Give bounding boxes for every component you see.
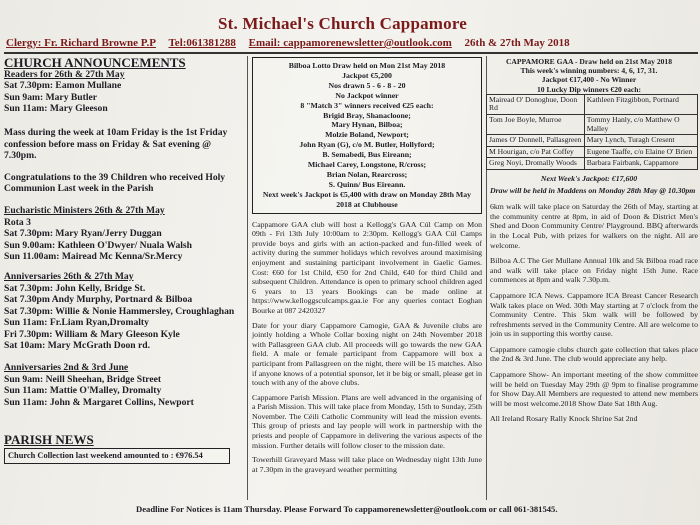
parish-news-heading: PARISH NEWS — [4, 432, 94, 448]
column-divider — [247, 56, 248, 500]
draw-line: Jackpot €17,400 - No Winner — [541, 75, 637, 85]
table-cell: Mairead O' Donoghue, Doon Rd — [487, 94, 585, 114]
list-item: Sat 7.30pm: Mary Ryan/Jerry Duggan — [4, 228, 162, 240]
draw-line: 10 Lucky Dip winners €20 each: — [537, 84, 641, 94]
table-row — [487, 146, 698, 158]
table-cell: Greg Noyi, Dromally Woods — [487, 158, 585, 170]
announcements-heading: CHURCH ANNOUNCEMENTS — [4, 55, 186, 70]
list-item: Sun 9am: Mary Butler — [4, 91, 98, 103]
list-item: Sun 11.00am: Mairead Mc Kenna/Sr.Mercy — [4, 251, 183, 263]
camogie-collection-notice: Cappamore camogie clubs church gate collection that takes place the 2nd & 3rd June. The club would appreciate any help. — [490, 344, 698, 364]
list-item: Sun 9.00am: Kathleen O'Dwyer/ Nuala Walsh — [4, 239, 192, 251]
table-cell: Tom Joe Boyle, Murroe — [487, 115, 585, 135]
right-column — [480, 57, 698, 424]
ministers-list — [4, 228, 244, 263]
newsletter-title: St. Michael's Church Cappamore — [218, 14, 468, 33]
lotto-line: Bilboa Lotto Draw held on Mon 21st May 2018 — [288, 61, 446, 70]
camogie-boxing-notice: Date for your diary Cappamore Camogie, GAA & Juvenile clubs are jointly holding a Whole Collar boxing night on 24th November 2018 with Pallasgreen GAA club. All proceeds will go towards the new GAA field. A male or female participant from Cappamore will box a participant from Pallasgreen on the night, there will be 15 matches. Also if anyone knows of a potential sponsor, let it be big or small, please get in touch with any of the above clubs. — [252, 320, 482, 388]
email-label: Email: cappamorenewsletter@outlook.com — [248, 37, 452, 49]
lotto-line: 8 "Match 3" winners received €25 each: — [300, 100, 434, 110]
bilboa-ac-notice: Bilboa A.C The Ger Mullane Annual 10k and 5k Bilboa road race and walk will take place on Friday night 15th June. Race commences at 8pm and walk 7.30p.m. — [490, 256, 698, 285]
anniversaries-heading: Anniversaries 26th & 27th May — [4, 270, 134, 282]
table-cell: Barbara Fairbank, Cappamore — [584, 158, 697, 170]
readers-heading: Readers for 26th & 27th May — [4, 68, 125, 80]
table-row — [487, 135, 698, 147]
table-cell: Mary Lynch, Turagh Cresent — [584, 135, 697, 147]
middle-column — [252, 57, 482, 474]
lotto-line: B. Semabedi, Bus Eireann; — [322, 150, 412, 160]
list-item: Sat 7.30pm: Eamon Mullane — [4, 80, 122, 92]
right-notices — [480, 202, 698, 424]
issue-dates: 26th & 27th May 2018 — [464, 37, 570, 49]
anniversaries-list — [4, 283, 244, 353]
table-cell: Kathleen Fitzgibbon, Portnard — [584, 94, 697, 114]
lotto-line: Next week's Jackpot is €5,400 with draw on Monday 28th May 2018 at Clubhouse — [262, 189, 472, 209]
parish-mission-notice: Cappamore Parish Mission. Plans are well advanced in the organising of a Parish Mission. This will take place from Monday, 15th to Sunday, 25th November. The Céili Catholic Community will lead the mission events. This group of priests and lay people will work in partnership with the priests and people of Cappamore in delivering the various aspects of the mission. Further details will follow closer to the mission date. — [252, 392, 482, 450]
telephone-label: Tel:061381288 — [168, 37, 236, 49]
lotto-line: Brian Nolan, Rearcross; — [326, 169, 408, 179]
rota-label: Rota 3 — [4, 216, 31, 228]
deadline-footer: Deadline For Notices is 11am Thursday. Please Forward To cappamorenewsletter@outlook.com or call 061-381545. — [136, 504, 558, 514]
lotto-line: S. Quinn/ Bus Eireann. — [328, 179, 406, 189]
list-item: Sun 11am: John & Margaret Collins, Newport — [4, 396, 194, 408]
table-cell: Eugene Taaffe, c/o Elaine O' Brien — [584, 146, 697, 158]
gaa-cul-camp-notice: Cappamore GAA club will host a Kellogg's GAA Cúl Camp on Mon 09th - Fri 13th July 10:00am to 2:30pm. Kellogg's GAA Cúl Camps provide boys and girls with an action-packed and fun-filled week of activity during the summer holidays which revolves around maximising enjoyment and sustaining participant involvement in Gaelic Games. Cost: €60 for 1st Child, €50 for 2nd Child, €40 for third Child and subsequent Children. Attendance is open to primary school children aged 6 years to 13 years Bookings can be made online at https://www.kelloggsculcamps.gaa.ie For any queries contact Eoghan Bourke at 087 2420327 — [252, 219, 482, 315]
lotto-line: Nos drawn 5 - 6 - 8 - 20 — [328, 80, 406, 90]
towerhill-graveyard-notice: Towerhill Graveyard Mass will take place on Wednesday night 13th June at 7.30pm in the graveyard weather permitting — [252, 455, 482, 474]
list-item: Sun 11am: Mary Gleeson — [4, 103, 108, 115]
bilboa-lotto-box — [252, 57, 482, 214]
mass-note: Mass during the week at 10am Friday is the 1st Friday confession before mass on Friday & Sat evening @ 7.30pm. — [4, 126, 228, 162]
lotto-line: Brigid Bray, Shanacloone; — [323, 110, 411, 120]
lotto-line: Molzie Boland, Newport; — [325, 130, 409, 140]
table-row — [487, 94, 698, 114]
lotto-line: John Ryan (G), c/o M. Butler, Hollyford; — [299, 140, 435, 150]
draw-line: CAPPAMORE GAA - Draw held on 21st May 2018 — [505, 57, 673, 66]
table-cell: M Hourigan, c/o Pat Coffey — [487, 146, 585, 158]
communion-congrats: Congratulations to the 39 Children who received Holy Communion Last week in the Parish — [4, 171, 226, 195]
ministers-heading: Eucharistic Ministers 26th & 27th May — [4, 204, 165, 216]
list-item: Sun 11am: Fr.Liam Ryan,Dromalty — [4, 317, 149, 329]
rosary-rally-notice: All Ireland Rosary Rally Knock Shrine Sat 2nd — [490, 414, 638, 424]
list-item: Sun 11am: Mattie O'Malley, Dromalty — [4, 385, 162, 397]
table-row — [487, 115, 698, 135]
anniversaries-june-heading: Anniversaries 2nd & 3rd June — [4, 362, 129, 374]
ica-news-notice: Cappamore ICA News. Cappamore ICA Breast Cancer Research Walk takes place on Wed. 30th May starting at 7 o'clock from the Community Centre. This 5km walk will be followed by refreshments served in the Community Centre. All are welcome to join us in supporting this worthy cause. — [490, 290, 698, 339]
masthead-contact-line — [6, 37, 696, 49]
list-item: Sat 7.30pm: Willie & Nonie Hammersley, Croughlaghan — [4, 305, 235, 317]
lucky-dip-table — [486, 94, 698, 170]
lotto-line: Mary Hynan, Bilboa; — [331, 120, 403, 130]
table-cell: Tommy Hanly, c/o Matthew O Malley — [584, 115, 697, 135]
lotto-line: No Jackpot winner — [335, 90, 399, 100]
list-item: Sat 10am: Mary McGrath Doon rd. — [4, 340, 151, 352]
next-jackpot: Next Week's Jackpot: €17,600 — [540, 173, 638, 183]
lotto-line: Michael Carey, Longstone, R/cross; — [307, 160, 427, 170]
next-draw-info: Draw will be held in Maddens on Monday 28th May @ 10.30pm — [490, 185, 696, 195]
table-cell: James O' Donnell, Pallasgreen — [487, 135, 585, 147]
table-row — [487, 158, 698, 170]
list-item: Sat 7.30pm Andy Murphy, Portnard & Bilboa — [4, 294, 193, 306]
lotto-line: Jackpot €5,200 — [342, 70, 392, 80]
clergy-label: Clergy: Fr. Richard Browne P.P — [6, 37, 156, 49]
walk-6km-notice: 6km walk will take place on Saturday the 26th of May, starting at the community centre at 8pm, in aid of Doon & District Men's Shed and Doon Community Centre/ Playground. BBQ afterwards in the Local Pub, with prizes for walkers on the night. All are welcome. — [490, 202, 698, 250]
left-column — [4, 57, 244, 464]
anniversaries-june-list — [4, 374, 244, 409]
cappamore-show-notice: Cappamore Show- An important meeting of the show committee will be held on Tuesday May 29th @ 9pm to finalise programme for Show Day.All Members are requested to attend new members will be most welcome.2018 Show Date Sat 18th Aug. — [490, 370, 698, 408]
collection-box: Church Collection last weekend amounted to : €976.54 — [4, 448, 230, 464]
list-item: Sun 9am: Neill Sheehan, Bridge Street — [4, 373, 162, 385]
masthead-rule — [4, 52, 698, 54]
list-item: Fri 7.30pm: William & Mary Gleeson Kyle — [4, 328, 180, 340]
draw-line: This week's winning numbers: 4, 6, 17, 31. — [520, 66, 658, 76]
list-item: Sat 7.30pm: John Kelly, Bridge St. — [4, 282, 146, 294]
gaa-draw-header — [480, 57, 698, 94]
readers-list — [4, 80, 244, 115]
